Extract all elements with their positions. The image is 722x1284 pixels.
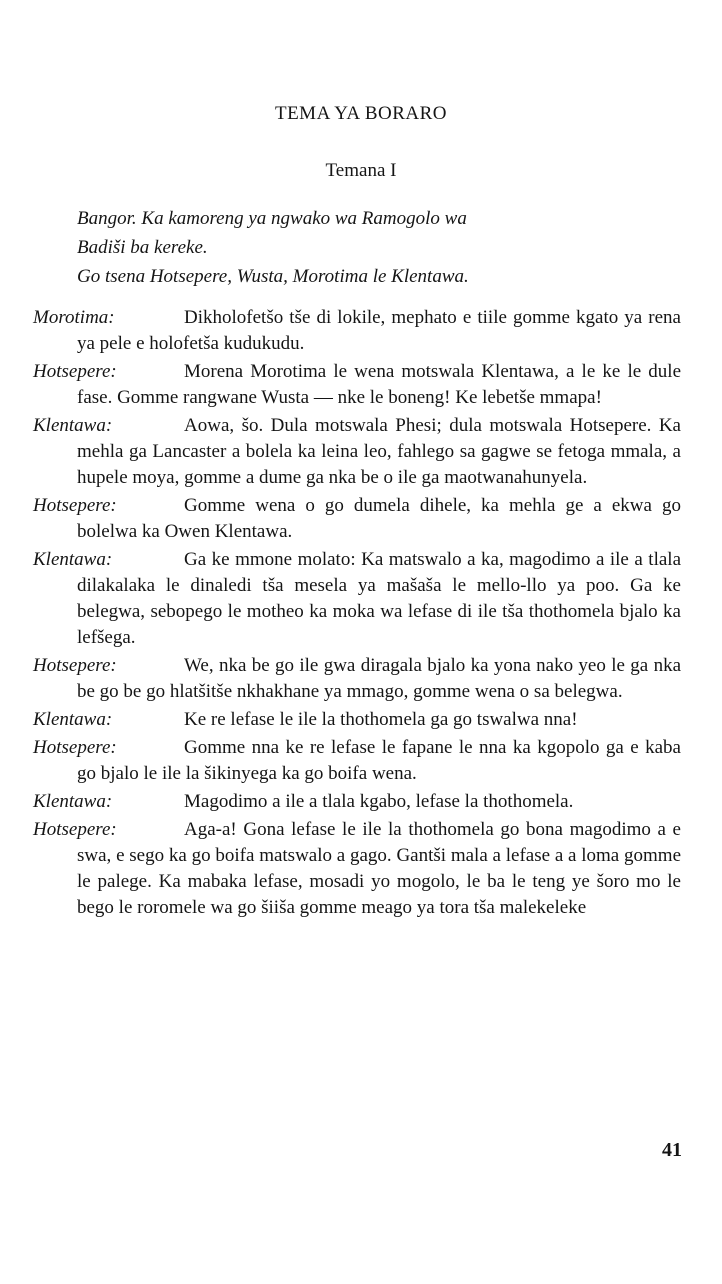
dialogue-entry [33, 493, 681, 545]
speech-text: Aowa, šo. Dula motswala Phesi; dula motswala Hotsepere. Ka mehla ga Lancaster a bolela ka leina leo, fahlego sa gagwe se fetoga mmala, a hupele moya, gomme a dume ga nka be o ile ga maotwanahunyela. [77, 415, 681, 488]
dialogue-entry [33, 413, 681, 491]
speech-text: Gomme wena o go dumela dihele, ka mehla ge a ekwa go bolelwa ka Owen Klentawa. [77, 495, 681, 542]
speaker-name: Klentawa: [33, 415, 113, 436]
speech-text: We, nka be go ile gwa diragala bjalo ka yona nako yeo le ga nka be go be go hlatšitše nkhakhane ya mmago, gomme wena o sa belegwa. [77, 655, 681, 702]
stage-direction-line: Bangor. Ka kamoreng ya ngwako wa Ramogolo wa [77, 208, 467, 229]
dialogue-entry [33, 305, 681, 357]
dialogue-entry [33, 789, 681, 815]
stage-direction [77, 204, 677, 291]
speaker-name: Hotsepere: [33, 737, 117, 758]
dialogue-entry [33, 707, 681, 733]
dialogue-entry [33, 735, 681, 787]
speaker-name: Hotsepere: [33, 655, 117, 676]
speech-text: Magodimo a ile a tlala kgabo, lefase la thothomela. [184, 791, 574, 812]
speech-text: Morena Morotima le wena motswala Klentawa, a le ke le dule fase. Gomme rangwane Wusta — nke le boneng! Ke lebetše mmapa! [77, 361, 681, 408]
dialogue-entry [33, 359, 681, 411]
dialogue-entry [33, 817, 681, 921]
act-title: TEMA YA BORARO [274, 103, 448, 124]
speaker-name: Hotsepere: [33, 361, 117, 382]
speech-text: Dikholofetšo tše di lokile, mephato e tiile gomme kgato ya rena ya pele e holofetša kudukudu. [77, 307, 681, 354]
speaker-name: Klentawa: [33, 791, 113, 812]
speaker-name: Hotsepere: [33, 819, 117, 840]
stage-direction-line: Go tsena Hotsepere, Wusta, Morotima le Klentawa. [77, 266, 469, 287]
dialogue [0, 305, 722, 923]
stage-direction-line: Badiši ba kereke. [77, 237, 208, 258]
speaker-name: Hotsepere: [33, 495, 117, 516]
speech-text: Ke re lefase le ile la thothomela ga go tswalwa nna! [184, 709, 578, 730]
scene-title: Temana I [325, 160, 397, 181]
dialogue-entry [33, 653, 681, 705]
speech-text: Aga-a! Gona lefase le ile la thothomela go bona magodimo a e swa, e sego ka go boifa matswalo a gago. Gantši mala a lefase a a loma gomme le palege. Ka mabaka lefase, mosadi yo mogolo, le ba le teng ye šoro mo le bego le roromele wa go šiiša gomme meago ya tora tša malekeleke [77, 819, 681, 918]
speech-text: Gomme nna ke re lefase le fapane le nna ka kgopolo ga e kaba go bjalo le ile la šikinyega ka go boifa wena. [77, 737, 681, 784]
page-number: 41 [662, 1139, 682, 1161]
speech-text: Ga ke mmone molato: Ka matswalo a ka, magodimo a ile a tlala dilakalaka le dinaledi tša mesela ya mašaša le mello-llo ya poo. Ga ke belegwa, sebopego le motheo ka moka wa lefase di ile tša thothomela bjalo ka lefšega. [77, 549, 681, 648]
speaker-name: Klentawa: [33, 549, 113, 570]
speaker-name: Morotima: [33, 307, 115, 328]
dialogue-entry [33, 547, 681, 651]
speaker-name: Klentawa: [33, 709, 113, 730]
